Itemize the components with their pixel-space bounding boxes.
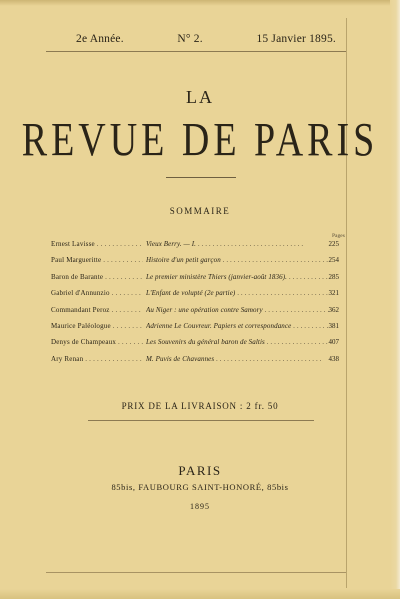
issue-header [76, 33, 336, 45]
issue-number: N° 2. [177, 33, 203, 45]
toc-page: 362 [328, 305, 339, 314]
toc-page: 381 [328, 321, 339, 330]
toc-author: Denys de Champeaux . . . [51, 338, 143, 346]
toc-entry [51, 338, 347, 354]
toc-work: M. Puvis de Chavannes . . . [146, 355, 329, 363]
price-divider [88, 420, 314, 421]
pages-column-label: Pages [332, 233, 345, 239]
toc-entry [51, 240, 347, 256]
toc-work: L'Enfant de volupté (2e partie) . . . [146, 289, 329, 297]
toc-author: Gabriel d'Annunzio . . . [51, 289, 143, 297]
toc-work: Au Niger : une opération contre Samory . . . [146, 306, 329, 314]
toc-work: Adrienne Le Couvreur. Papiers et correspondance . . . [146, 322, 329, 330]
toc-author: Paul Margueritte . . . [51, 256, 143, 264]
toc-entry [51, 322, 347, 338]
toc-entry [51, 273, 347, 289]
publisher-address: 85bis, FAUBOURG SAINT-HONORÉ, 85bis [111, 482, 289, 492]
toc-page: 407 [328, 338, 339, 347]
toc-page: 321 [328, 289, 339, 298]
masthead-title: REVUE DE PARIS [21, 114, 379, 167]
toc-entry [51, 289, 347, 305]
publisher-city: PARIS [178, 463, 222, 478]
issue-date: 15 Janvier 1895. [256, 33, 336, 45]
paper-edge-bottom [0, 589, 400, 599]
publication-year: 1895 [190, 502, 210, 511]
toc-page: 438 [328, 354, 339, 363]
toc-entry [51, 256, 347, 272]
bottom-divider [46, 572, 346, 573]
toc-entry [51, 306, 347, 322]
toc-work: Le premier ministère Thiers (janvier-août 1836). . . . [146, 273, 329, 281]
toc-page: 254 [328, 256, 339, 265]
toc-entry [51, 355, 347, 371]
toc-work: Vieux Berry. — I. . . . [146, 240, 329, 248]
toc-author: Maurice Paléologue . . . [51, 322, 143, 330]
toc-page: 285 [328, 272, 339, 281]
toc-page: 225 [328, 240, 339, 248]
toc-work: Histoire d'un petit garçon . . . [146, 256, 329, 264]
issue-price: PRIX DE LA LIVRAISON : 2 fr. 50 [121, 401, 279, 411]
toc-author: Commandant Peroz . . . [51, 306, 143, 314]
table-of-contents [51, 240, 347, 371]
masthead-article: LA [186, 87, 214, 107]
toc-author: Ary Renan . . . [51, 355, 143, 363]
year-label: 2e Année. [76, 33, 124, 45]
toc-author: Baron de Barante . . . [51, 273, 143, 281]
contents-heading: SOMMAIRE [169, 206, 231, 216]
paper-edge-top [0, 0, 400, 6]
header-divider [46, 51, 346, 52]
title-divider [166, 177, 236, 178]
toc-work: Les Souvenirs du général baron de Saltis . . . [146, 338, 329, 346]
toc-author: Ernest Lavisse . . . [51, 240, 143, 248]
